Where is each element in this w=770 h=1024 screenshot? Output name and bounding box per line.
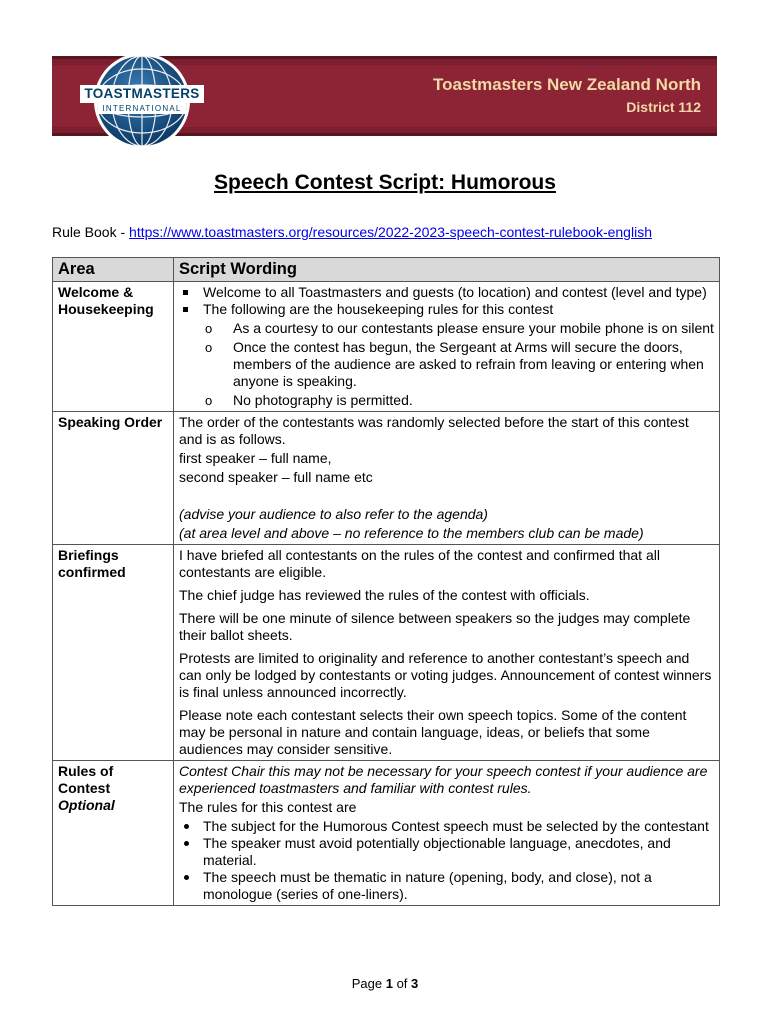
- list-item: o As a courtesy to our contestants please ensure your mobile phone is on silent: [179, 320, 714, 337]
- district-banner: [52, 56, 717, 136]
- briefing-paragraph: Please note each contestant selects their own speech topics. Some of the content may be personal in nature and contain language, ideas, or beliefs that some audiences may consider sensitive.: [179, 707, 687, 757]
- banner-subtitle: District 112: [626, 99, 701, 115]
- footer-of-label: of: [392, 976, 412, 991]
- area-rules: [53, 761, 174, 906]
- list-item-text: The following are the housekeeping rules for this contest: [203, 301, 554, 317]
- table-row-welcome: [53, 282, 720, 412]
- document-title: Speech Contest Script: Humorous: [214, 171, 556, 194]
- area-rules-line2: Contest: [58, 780, 111, 796]
- script-speaking-order: [174, 412, 720, 545]
- list-item: The speaker must avoid potentially objectionable language, anecdotes, and material.: [179, 835, 714, 869]
- list-item: [179, 301, 714, 318]
- page-footer: [0, 976, 770, 991]
- logo-subtext: INTERNATIONAL: [98, 103, 186, 114]
- column-header-area: Area: [53, 258, 174, 282]
- speaking-first: first speaker – full name,: [179, 450, 332, 466]
- rulebook-line: [52, 224, 652, 240]
- column-header-script: Script Wording: [174, 258, 720, 282]
- rules-intro: The rules for this contest are: [179, 799, 357, 815]
- script-table: [52, 257, 720, 906]
- area-rules-line1: Rules of: [58, 763, 114, 779]
- footer-page-total: 3: [411, 976, 419, 991]
- list-item: o No photography is permitted.: [179, 392, 714, 409]
- list-item: o Once the contest has begun, the Sergeant at Arms will secure the doors, members of the audience are asked to refrain from leaving or entering when anyone is speaking.: [179, 339, 714, 390]
- list-item: Welcome to all Toastmasters and guests (to location) and contest (level and type): [179, 284, 714, 301]
- speaking-second: second speaker – full name etc: [179, 469, 373, 485]
- welcome-list: [179, 284, 714, 318]
- briefing-paragraph: I have briefed all contestants on the rules of the contest and confirmed that all contestants are eligible.: [179, 547, 660, 580]
- area-welcome: Welcome & Housekeeping: [53, 282, 174, 412]
- rules-chair-note: Contest Chair this may not be necessary for your speech contest if your audience are experienced toastmasters and familiar with contest rules.: [179, 763, 708, 796]
- table-row-speaking-order: [53, 412, 720, 545]
- footer-page-number: 1: [385, 976, 393, 991]
- table-row-rules: [53, 761, 720, 906]
- briefing-paragraph: Protests are limited to originality and reference to another contestant’s speech and can only be lodged by contestants or voting judges. Announcement of contest winners is final unless announced incorrectly.: [179, 650, 712, 700]
- housekeeping-sublist: [179, 320, 714, 409]
- rulebook-label: Rule Book -: [52, 224, 130, 240]
- area-speaking-order: Speaking Order: [53, 412, 174, 545]
- toastmasters-logo: [72, 51, 212, 151]
- table-row-briefings: [53, 545, 720, 761]
- list-item: The speech must be thematic in nature (opening, body, and close), not a monologue (series of one-liners).: [179, 869, 714, 903]
- script-welcome: [174, 282, 720, 412]
- briefing-paragraph: There will be one minute of silence between speakers so the judges may complete their ballot sheets.: [179, 610, 691, 643]
- rulebook-link[interactable]: https://www.toastmasters.org/resources/2022-2023-speech-contest-rulebook-english: [129, 224, 652, 240]
- area-briefings: Briefings confirmed: [53, 545, 174, 761]
- script-rules: [174, 761, 720, 906]
- speaking-note-club: (at area level and above – no reference to the members club can be made): [179, 525, 644, 541]
- table-header-row: [53, 258, 720, 282]
- script-briefings: [174, 545, 720, 761]
- briefing-paragraph: The chief judge has reviewed the rules of the contest with officials.: [179, 587, 590, 603]
- speaking-intro: The order of the contestants was randomly selected before the start of this contest and is as follows.: [179, 414, 689, 447]
- logo-wordmark: TOASTMASTERS: [80, 85, 204, 103]
- banner-title: Toastmasters New Zealand North: [433, 75, 701, 94]
- speaking-note-agenda: (advise your audience to also refer to the agenda): [179, 506, 488, 522]
- area-rules-optional: Optional: [58, 797, 115, 813]
- footer-page-label: Page: [351, 976, 386, 991]
- rules-list: [179, 818, 714, 903]
- list-item: The subject for the Humorous Contest speech must be selected by the contestant: [179, 818, 714, 835]
